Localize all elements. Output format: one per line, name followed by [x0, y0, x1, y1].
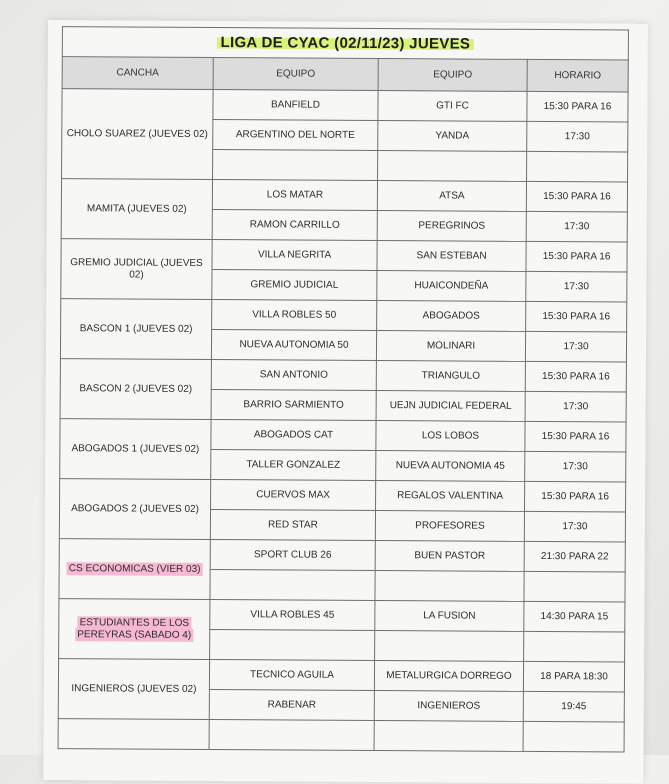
equipo-cell: ARGENTINO DEL NORTE	[213, 120, 378, 151]
equipo-cell: ABOGADOS CAT	[211, 420, 376, 451]
cancha-cell	[61, 239, 212, 300]
cancha-label: ABOGADOS 1 (JUEVES 02)	[71, 442, 200, 455]
horario-cell: 17:30	[525, 331, 626, 362]
equipo-cell: CUERVOS MAX	[211, 480, 376, 511]
horario-cell: 14:30 PARA 15	[524, 601, 625, 632]
header-row	[62, 57, 628, 92]
horario-cell	[524, 571, 625, 602]
cancha-cell	[58, 719, 209, 750]
header-cancha: CANCHA	[62, 57, 213, 90]
table-row	[61, 239, 627, 272]
horario-cell: 17:30	[525, 451, 626, 482]
cancha-label: CHOLO SUAREZ (JUEVES 02)	[66, 127, 208, 140]
cancha-label: ESTUDIANTES DE LOS PEREYRAS (SABADO 4)	[75, 616, 193, 642]
table-title	[62, 27, 628, 60]
paper-sheet	[43, 20, 648, 784]
cancha-label: BASCON 2 (JUEVES 02)	[79, 382, 193, 395]
equipo-cell	[375, 631, 524, 662]
horario-cell	[524, 631, 625, 662]
equipo-cell	[374, 721, 523, 752]
equipo-cell	[213, 150, 378, 181]
equipo-cell: MOLINARI	[376, 331, 525, 362]
equipo-cell: TALLER GONZALEZ	[211, 450, 376, 481]
equipo-cell: REGALOS VALENTINA	[376, 481, 525, 512]
equipo-cell: GTI FC	[378, 91, 527, 122]
table-row	[60, 359, 626, 392]
equipo-cell: SAN ESTEBAN	[377, 241, 526, 272]
horario-cell: 17:30	[525, 391, 626, 422]
table-row	[60, 479, 626, 512]
horario-cell: 15:30 PARA 16	[527, 91, 628, 122]
equipo-cell: TRIANGULO	[376, 361, 525, 392]
equipo-cell: BANFIELD	[213, 90, 378, 121]
equipo-cell: TECNICO AGUILA	[209, 659, 374, 690]
equipo-cell: LA FUSION	[375, 601, 524, 632]
horario-cell: 15:30 PARA 16	[526, 301, 627, 332]
header-equipo-2: EQUIPO	[378, 59, 527, 92]
equipo-cell: METALURGICA DORREGO	[374, 661, 523, 692]
horario-cell: 17:30	[526, 271, 627, 302]
table-row	[61, 179, 627, 212]
equipo-cell: SAN ANTONIO	[211, 360, 376, 391]
horario-cell	[527, 151, 628, 182]
equipo-cell	[210, 629, 375, 660]
horario-cell: 15:30 PARA 16	[526, 181, 627, 212]
cancha-cell	[58, 659, 209, 720]
cancha-cell	[62, 89, 214, 180]
horario-cell: 15:30 PARA 16	[525, 361, 626, 392]
equipo-cell: VILLA NEGRITA	[212, 240, 377, 271]
equipo-cell: BARRIO SARMIENTO	[211, 390, 376, 421]
equipo-cell: NUEVA AUTONOMIA 50	[211, 330, 376, 361]
title-text: LIGA DE CYAC (02/11/23) JUEVES	[217, 34, 475, 53]
equipo-cell: LOS MATAR	[212, 180, 377, 211]
equipo-cell: RED STAR	[210, 510, 375, 541]
horario-cell: 15:30 PARA 16	[526, 241, 627, 272]
horario-cell	[523, 721, 624, 752]
equipo-cell: PROFESORES	[375, 511, 524, 542]
equipo-cell: GREMIO JUDICIAL	[212, 270, 377, 301]
equipo-cell: LOS LOBOS	[376, 421, 525, 452]
cancha-label: GREMIO JUDICIAL (JUEVES 02)	[70, 256, 203, 281]
equipo-cell: INGENIEROS	[374, 691, 523, 722]
table-row	[58, 659, 624, 692]
horario-cell: 15:30 PARA 16	[525, 481, 626, 512]
header-equipo-1: EQUIPO	[213, 58, 378, 91]
cancha-cell	[59, 599, 210, 660]
table-row	[61, 299, 627, 332]
equipo-cell: RAMON CARRILLO	[212, 210, 377, 241]
horario-cell: 21:30 PARA 22	[524, 541, 625, 572]
table-row	[60, 419, 626, 452]
equipo-cell: RABENAR	[209, 689, 374, 720]
table-row	[62, 89, 628, 122]
equipo-cell	[209, 719, 374, 750]
cancha-cell	[59, 539, 210, 600]
equipo-cell: ABOGADOS	[377, 301, 526, 332]
cancha-cell	[61, 179, 212, 240]
horario-cell: 17:30	[524, 511, 625, 542]
horario-cell: 17:30	[527, 121, 628, 152]
horario-cell: 15:30 PARA 16	[525, 421, 626, 452]
cancha-label: MAMITA (JUEVES 02)	[86, 202, 187, 215]
horario-cell: 19:45	[523, 691, 624, 722]
cancha-label: CS ECONOMICAS (VIER 03)	[67, 562, 203, 576]
equipo-cell: NUEVA AUTONOMIA 45	[376, 451, 525, 482]
horario-cell: 18 PARA 18:30	[523, 661, 624, 692]
equipo-cell	[375, 571, 524, 602]
table-row	[58, 719, 624, 752]
cancha-cell	[60, 299, 211, 360]
equipo-cell: SPORT CLUB 26	[210, 540, 375, 571]
table-row	[59, 539, 625, 572]
cancha-label: BASCON 1 (JUEVES 02)	[79, 322, 193, 335]
cancha-cell	[60, 359, 211, 420]
equipo-cell: BUEN PASTOR	[375, 541, 524, 572]
equipo-cell	[378, 151, 527, 182]
fixture-table	[58, 26, 629, 752]
equipo-cell: HUAICONDEÑA	[377, 271, 526, 302]
cancha-cell	[59, 479, 210, 540]
equipo-cell: ATSA	[377, 181, 526, 212]
equipo-cell: PEREGRINOS	[377, 211, 526, 242]
cancha-label: ABOGADOS 2 (JUEVES 02)	[71, 502, 199, 515]
equipo-cell	[210, 570, 375, 601]
equipo-cell: UEJN JUDICIAL FEDERAL	[376, 391, 525, 422]
fixture-body	[58, 89, 628, 752]
equipo-cell: VILLA ROBLES 50	[212, 300, 377, 331]
cancha-label: INGENIEROS (JUEVES 02)	[71, 682, 197, 695]
equipo-cell: VILLA ROBLES 45	[210, 600, 375, 631]
horario-cell: 17:30	[526, 211, 627, 242]
header-horario: HORARIO	[527, 59, 628, 92]
table-row	[59, 599, 625, 632]
equipo-cell: YANDA	[378, 121, 527, 152]
cancha-cell	[60, 419, 211, 480]
